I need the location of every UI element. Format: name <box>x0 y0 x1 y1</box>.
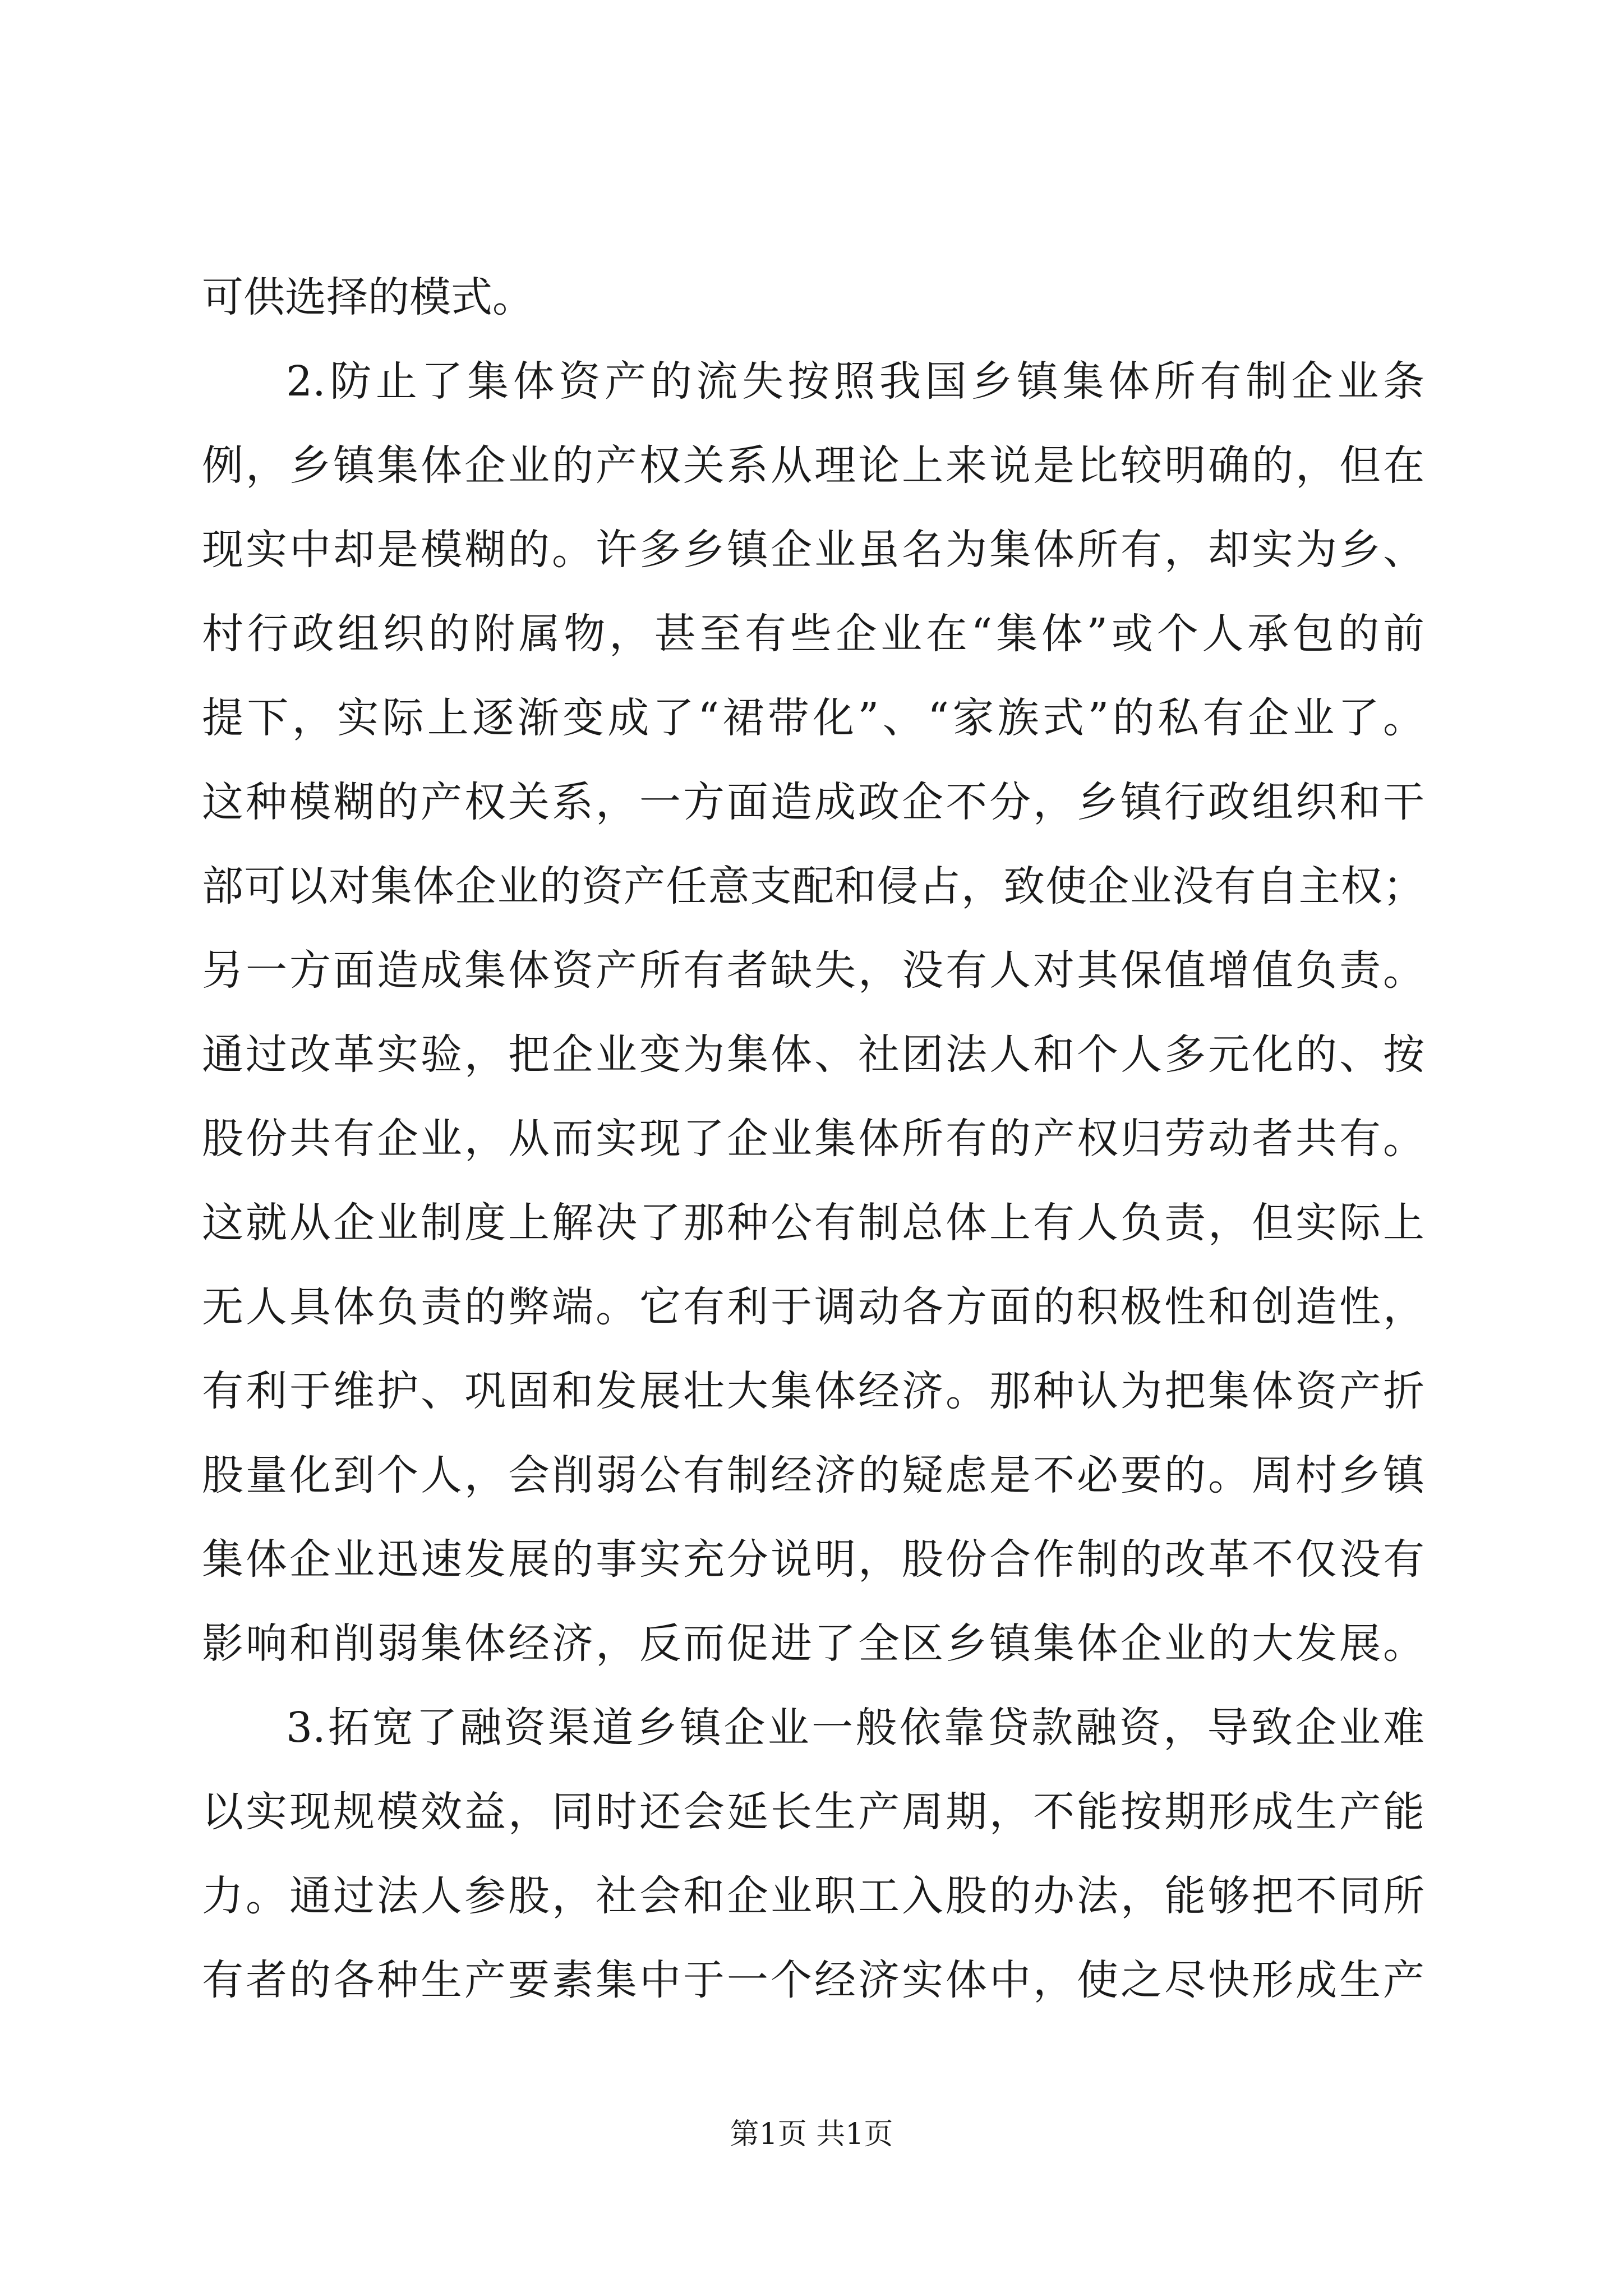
text-line: 以实现规模效益，同时还会延长生产周期，不能按期形成生产能 <box>202 1788 1424 1836</box>
text-line: 这种模糊的产权关系，一方面造成政企不分，乡镇行政组织和干 <box>202 778 1424 826</box>
text-line: 可供选择的模式。 <box>202 273 534 321</box>
paragraph-2-heading-line: 2.防止了集体资产的流失按照我国乡镇集体所有制企业条 <box>286 357 1424 406</box>
text-line: 提下，实际上逐渐变成了“裙带化”、“家族式”的私有企业了。 <box>202 694 1424 742</box>
page-footer <box>0 2115 1623 2154</box>
paragraph-3-heading-line: 3.拓宽了融资渠道乡镇企业一般依靠贷款融资，导致企业难 <box>286 1704 1424 1752</box>
text-line: 这就从企业制度上解决了那种公有制总体上有人负责，但实际上 <box>202 1199 1424 1247</box>
text-line: 无人具体负责的弊端。它有利于调动各方面的积极性和创造性， <box>202 1283 1424 1331</box>
text-line: 另一方面造成集体资产所有者缺失，没有人对其保值增值负责。 <box>202 946 1424 995</box>
text-line: 有利于维护、巩固和发展壮大集体经济。那种认为把集体资产折 <box>202 1367 1424 1415</box>
text-line: 例，乡镇集体企业的产权关系从理论上来说是比较明确的，但在 <box>202 441 1424 490</box>
text-line: 现实中却是模糊的。许多乡镇企业虽名为集体所有，却实为乡、 <box>202 526 1424 574</box>
text-line: 通过改革实验，把企业变为集体、社团法人和个人多元化的、按 <box>202 1030 1424 1079</box>
text-line: 村行政组织的附属物，甚至有些企业在“集体”或个人承包的前 <box>202 610 1424 658</box>
page-number-label: 第1页 共1页 <box>730 2118 893 2151</box>
text-line: 股量化到个人，会削弱公有制经济的疑虑是不必要的。周村乡镇 <box>202 1451 1424 1499</box>
text-line: 集体企业迅速发展的事实充分说明，股份合作制的改革不仅没有 <box>202 1535 1424 1584</box>
body-text <box>202 255 1424 2022</box>
text-line: 力。通过法人参股，社会和企业职工入股的办法，能够把不同所 <box>202 1872 1424 1920</box>
text-line: 有者的各种生产要素集中于一个经济实体中，使之尽快形成生产 <box>202 1956 1424 2004</box>
text-line: 部可以对集体企业的资产任意支配和侵占，致使企业没有自主权； <box>202 862 1424 910</box>
text-line: 影响和削弱集体经济，反而促进了全区乡镇集体企业的大发展。 <box>202 1619 1424 1668</box>
text-line: 股份共有企业，从而实现了企业集体所有的产权归劳动者共有。 <box>202 1115 1424 1163</box>
